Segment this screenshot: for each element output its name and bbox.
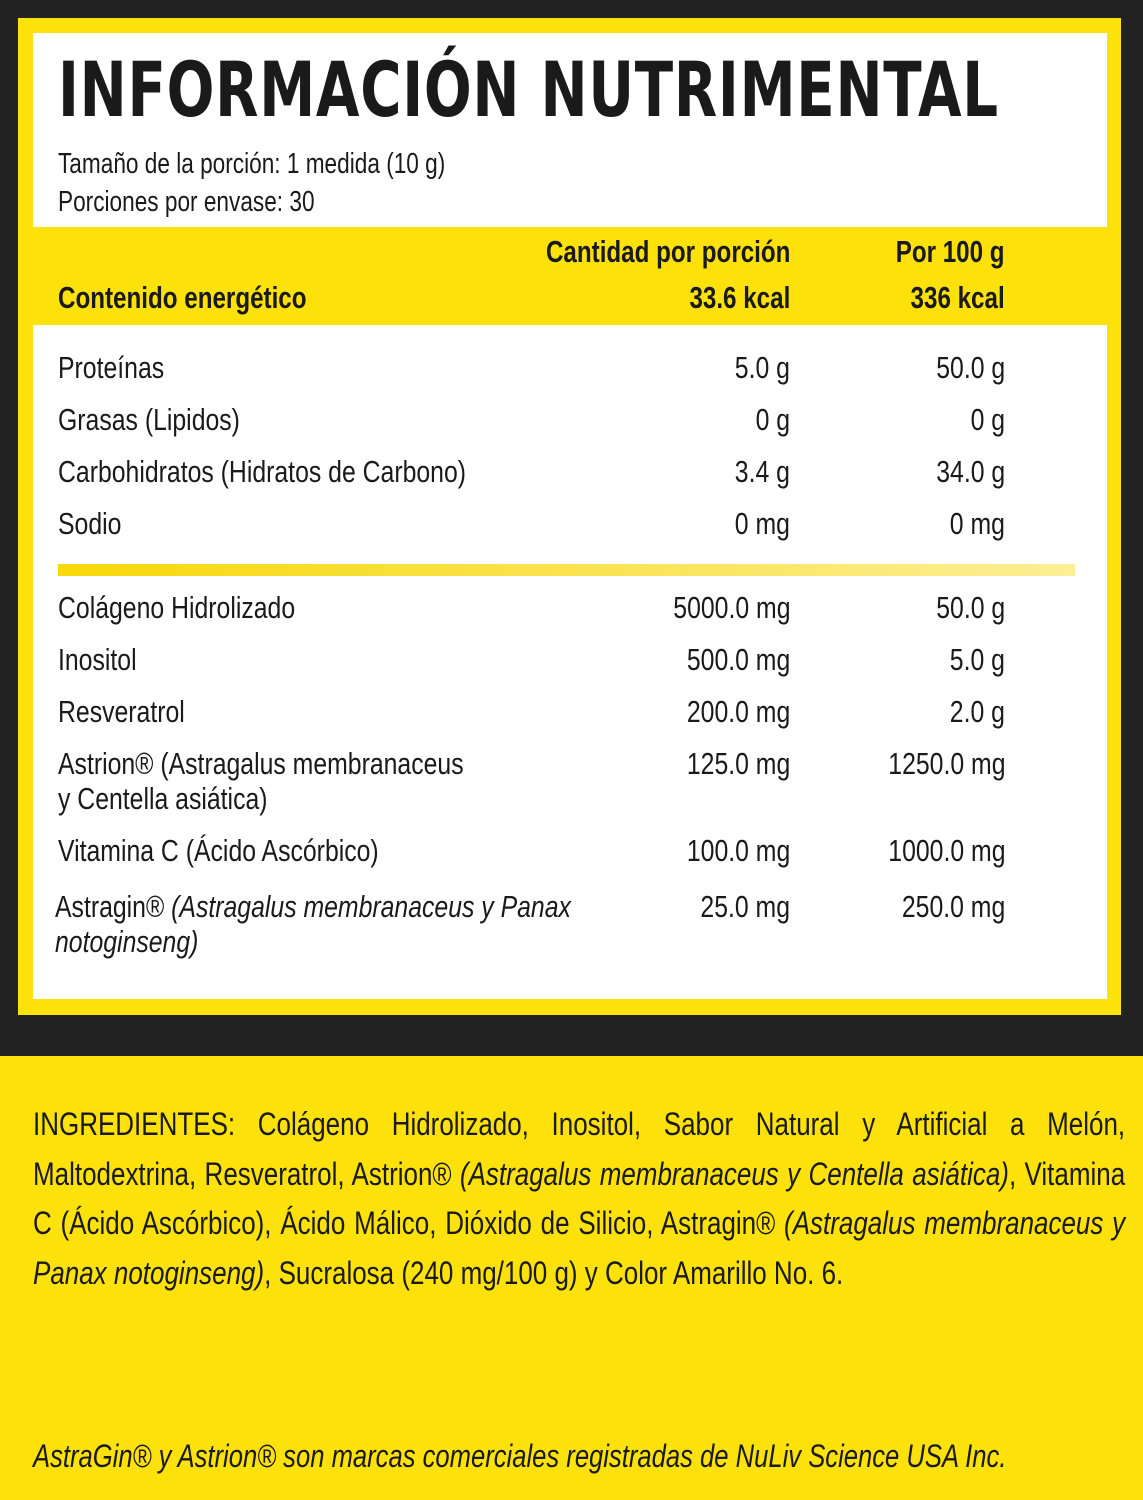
- active-per-serving: 125.0 mg: [686, 746, 790, 781]
- active-per-serving: 100.0 mg: [686, 833, 790, 868]
- nutrient-name: Sodio: [58, 506, 122, 541]
- active-per-serving: 25.0 mg: [700, 889, 790, 924]
- active-name: [55, 889, 571, 959]
- nutrient-per-serving: 3.4 g: [734, 454, 790, 489]
- active-per-serving: 5000.0 mg: [672, 590, 790, 625]
- nutrient-per-100g: 34.0 g: [936, 454, 1005, 489]
- active-name: Vitamina C (Ácido Ascórbico): [58, 833, 379, 868]
- nutrient-name: Carbohidratos (Hidratos de Carbono): [58, 454, 467, 489]
- nutrient-per-100g: 50.0 g: [936, 350, 1005, 385]
- nutrient-name: Proteínas: [58, 350, 165, 385]
- nutrient-per-100g: 0 g: [970, 402, 1005, 437]
- ingredients-part3: , Sucralosa (240 mg/100 g) y Color Amarillo No. 6.: [264, 1254, 844, 1291]
- ingredients-text: [33, 1100, 1125, 1298]
- energy-label: Contenido energético: [58, 280, 307, 315]
- nutrient-name: Grasas (Lipidos): [58, 402, 240, 437]
- ingredients-italic1: (Astragalus membranaceus y Centella asiática): [459, 1155, 1009, 1192]
- ingredients-part1: Colágeno Hidrolizado, Inositol, Sabor Natural y Artificial a Melón, Maltodextrina, Resveratrol, Astrion®: [33, 1106, 1126, 1192]
- active-per-100g: 5.0 g: [949, 642, 1005, 677]
- trademark-footer: AstraGin® y Astrion® son marcas comerciales registradas de NuLiv Science USA Inc.: [33, 1438, 1007, 1474]
- active-name-line2: y Centella asiática): [58, 781, 268, 817]
- nutrient-per-serving: 0 mg: [734, 506, 790, 541]
- ingredients-italic2: (Astragalus membranaceus y Panax notoginseng): [33, 1205, 1126, 1291]
- panel-title: INFORMACIÓN NUTRIMENTAL: [58, 45, 999, 134]
- active-name-line1: Astrion® (Astragalus membranaceus: [58, 746, 464, 781]
- energy-per-serving: 33.6 kcal: [689, 280, 790, 315]
- active-per-100g: 2.0 g: [949, 694, 1005, 729]
- ingredients-part2: , Vitamina C (Ácido Ascórbico), Ácido Málico, Dióxido de Silicio, Astragin®: [33, 1155, 1126, 1241]
- nutrient-per-serving: 5.0 g: [734, 350, 790, 385]
- active-per-serving: 200.0 mg: [686, 694, 790, 729]
- nutrient-per-serving: 0 g: [755, 402, 790, 437]
- col-header-per-serving: Cantidad por porción: [545, 234, 790, 269]
- active-name-italic-line2: notoginseng): [55, 924, 199, 960]
- active-per-serving: 500.0 mg: [686, 642, 790, 677]
- active-per-100g: 250.0 mg: [901, 889, 1005, 924]
- active-per-100g: 1000.0 mg: [887, 833, 1005, 868]
- active-brand: Astragin®: [55, 889, 165, 924]
- active-name-italic-line1: (Astragalus membranaceus y Panax: [171, 889, 571, 924]
- section-divider: [58, 564, 1075, 576]
- active-name: Resveratrol: [58, 694, 185, 729]
- active-name: Inositol: [58, 642, 137, 677]
- energy-per-100g: 336 kcal: [910, 280, 1005, 315]
- active-per-100g: 1250.0 mg: [887, 746, 1005, 781]
- active-name: Colágeno Hidrolizado: [58, 590, 296, 625]
- ingredients-label: INGREDIENTES:: [33, 1106, 236, 1142]
- servings-per-container: Porciones por envase: 30: [58, 186, 315, 218]
- active-name: [58, 746, 464, 816]
- nutrient-per-100g: 0 mg: [949, 506, 1005, 541]
- serving-size: Tamaño de la porción: 1 medida (10 g): [58, 148, 446, 180]
- active-per-100g: 50.0 g: [936, 590, 1005, 625]
- col-header-per-100g: Por 100 g: [896, 234, 1005, 269]
